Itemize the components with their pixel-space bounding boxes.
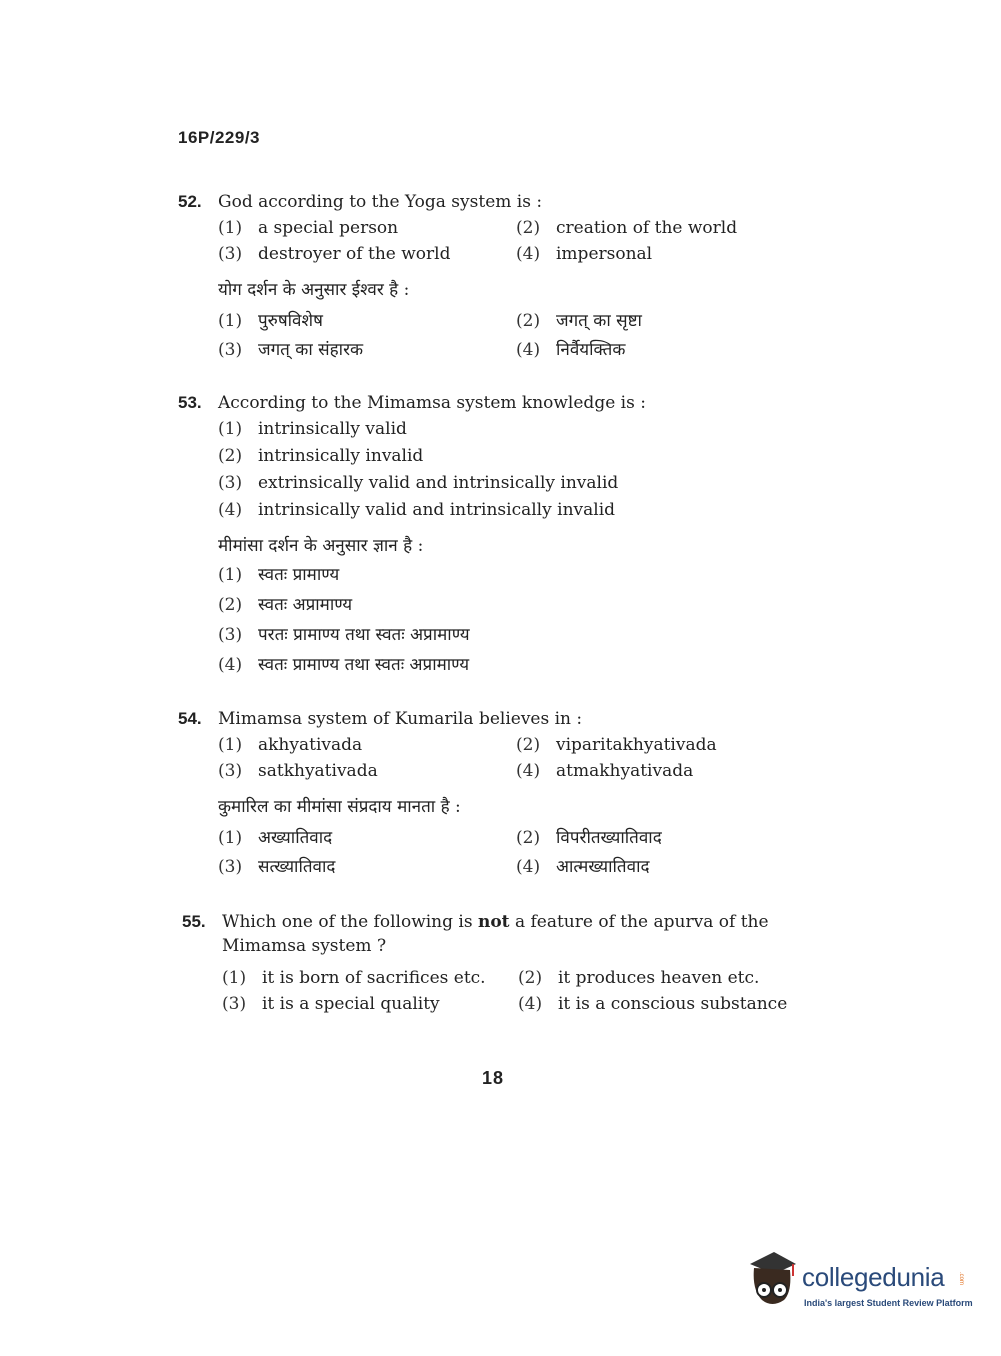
question-text-hindi: कुमारिल का मीमांसा संप्रदाय मानता है : (218, 797, 461, 817)
question-54 (178, 707, 776, 877)
option-1: (1) intrinsically valid (218, 419, 407, 439)
question-text: According to the Mimamsa system knowledge is : (218, 393, 646, 413)
question-number: 52. (178, 192, 202, 211)
mascot-icon (744, 1250, 798, 1310)
option-4: (4) atmakhyativada (516, 761, 694, 781)
hindi-option-2: (2) विपरीतख्यातिवाद (516, 828, 662, 848)
logo-wordmark: collegedunia (802, 1262, 945, 1292)
option-1: (1) a special person (218, 218, 399, 238)
hindi-option-1: (1) पुरुषविशेष (218, 311, 323, 331)
option-2: (2) viparitakhyativada (516, 735, 717, 755)
option-3: (3) extrinsically valid and intrinsically invalid (218, 473, 619, 493)
hindi-option-2: (2) स्वतः अप्रामाण्य (218, 595, 353, 615)
question-text: Mimamsa system of Kumarila believes in : (218, 709, 583, 729)
page-number: 18 (482, 1068, 505, 1088)
option-3: (3) satkhyativada (218, 761, 378, 781)
question-55 (182, 910, 812, 1014)
paper-code: 16P/229/3 (178, 128, 261, 147)
hindi-option-3: (3) सत्ख्यातिवाद (218, 857, 336, 877)
question-number: 55. (182, 912, 206, 931)
hindi-option-4: (4) निर्वैयक्तिक (516, 340, 626, 360)
hindi-option-1: (1) स्वतः प्रामाण्य (218, 565, 340, 585)
logo-domain: .com (958, 1272, 964, 1286)
option-1: (1) akhyativada (218, 735, 363, 755)
hindi-option-2: (2) जगत् का सृष्टा (516, 311, 642, 331)
question-53 (178, 391, 646, 682)
question-text-hindi: योग दर्शन के अनुसार ईश्वर है : (218, 280, 410, 300)
question-number: 54. (178, 709, 202, 728)
question-52 (178, 190, 776, 360)
option-3: (3) destroyer of the world (218, 244, 451, 264)
option-4: (4) impersonal (516, 244, 653, 264)
option-3: (3) it is a special quality (222, 994, 440, 1014)
hindi-option-4: (4) स्वतः प्रामाण्य तथा स्वतः अप्रामाण्य (218, 655, 470, 675)
option-1: (1) it is born of sacrifices etc. (222, 968, 486, 988)
option-2: (2) creation of the world (516, 218, 738, 238)
hindi-option-4: (4) आत्मख्यातिवाद (516, 857, 650, 877)
collegedunia-logo (744, 1250, 974, 1320)
emphasis-not: not (477, 912, 510, 932)
hindi-option-3: (3) जगत् का संहारक (218, 340, 364, 360)
option-2: (2) it produces heaven etc. (518, 968, 760, 988)
hindi-option-3: (3) परतः प्रामाण्य तथा स्वतः अप्रामाण्य (218, 625, 470, 645)
question-text: Which one of the following is not a feature of the apurva of the Mimamsa system ? (222, 912, 769, 956)
question-text-hindi: मीमांसा दर्शन के अनुसार ज्ञान है : (218, 536, 424, 556)
option-4: (4) it is a conscious substance (518, 994, 788, 1014)
logo-tagline: India's largest Student Review Platform (804, 1298, 973, 1308)
hindi-option-1: (1) अख्यातिवाद (218, 828, 333, 848)
option-4: (4) intrinsically valid and intrinsically invalid (218, 500, 616, 520)
question-number: 53. (178, 393, 202, 412)
option-2: (2) intrinsically invalid (218, 446, 424, 466)
question-text: God according to the Yoga system is : (218, 192, 543, 212)
